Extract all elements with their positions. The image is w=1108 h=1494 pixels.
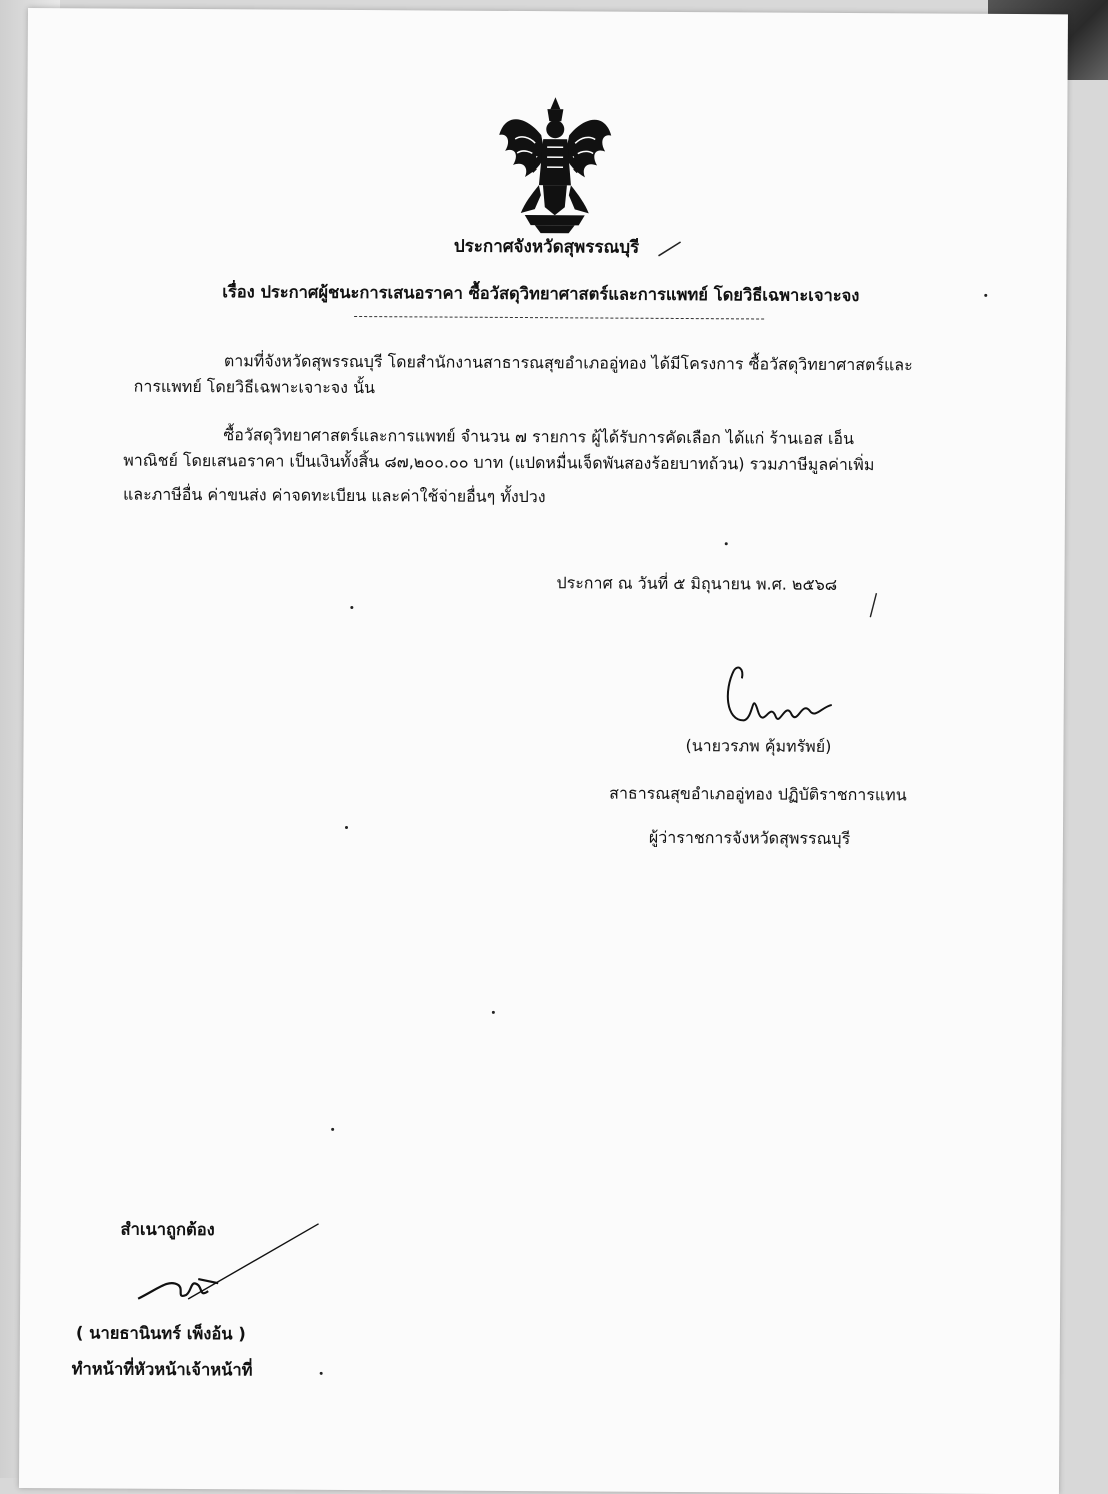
- certified-copy-name: ( นายธานินทร์ เพ็งอ้น ): [75, 1323, 246, 1344]
- speck: [320, 1372, 323, 1375]
- speck: [350, 606, 353, 609]
- signatory-name: (นายวรภพ คุ้มทรัพย์): [685, 736, 832, 756]
- paragraph-2-line-1: ซื้อวัสดุวิทยาศาสตร์และการแพทย์ จำนวน ๗ รายการ ผู้ได้รับการคัดเลือก ได้แก่ ร้านเอส เอ็น: [223, 425, 854, 449]
- paragraph-1-line-2: การแพทย์ โดยวิธีเฉพาะเจาะจง นั้น: [133, 376, 376, 398]
- check-mark-icon: [656, 238, 682, 260]
- divider: [354, 316, 764, 320]
- paragraph-2-line-3: และภาษีอื่น ค่าขนส่ง ค่าจดทะเบียน และค่าใช้จ่ายอื่นๆ ทั้งปวง: [122, 484, 546, 507]
- check-mark-icon: [864, 591, 884, 621]
- speck: [984, 294, 987, 297]
- speck: [492, 1011, 495, 1014]
- paragraph-2-line-2: พาณิชย์ โดยเสนอราคา เป็นเงินทั้งสิ้น ๘๗,๒๐๐.๐๐ บาท (แปดหมื่นเจ็ดพันสองร้อยบาทถ้วน) รวมภาษีมูลค่าเพิ่ม: [123, 450, 875, 475]
- speck: [725, 542, 728, 545]
- signatory-position-line-1: สาธารณสุขอำเภออู่ทอง ปฏิบัติราชการแทน: [609, 783, 907, 805]
- certified-copy-position: ทำหน้าที่หัวหน้าเจ้าหน้าที่: [71, 1359, 253, 1380]
- paragraph-1-line-1: ตามที่จังหวัดสุพรรณบุรี โดยสำนักงานสาธารณสุขอำเภออู่ทอง ได้มีโครงการ ซื้อวัสดุวิทยาศาสตร์และ: [223, 351, 913, 375]
- certified-copy-label: สำเนาถูกต้อง: [120, 1219, 215, 1240]
- signature-scribble: [714, 660, 864, 741]
- document-subject: เรื่อง ประกาศผู้ชนะการเสนอราคา ซื้อวัสดุวิทยาศาสตร์และการแพทย์ โดยวิธีเฉพาะเจาะจง: [222, 282, 860, 306]
- garuda-emblem-icon: [495, 95, 616, 236]
- speck: [345, 826, 348, 829]
- signatory-position-line-2: ผู้ว่าราชการจังหวัดสุพรรณบุรี: [648, 827, 851, 849]
- document-page: [19, 8, 1068, 1494]
- announcement-date: ประกาศ ณ วันที่ ๕ มิถุนายน พ.ศ. ๒๕๖๘: [556, 573, 838, 594]
- document-title: ประกาศจังหวัดสุพรรณบุรี: [453, 236, 640, 258]
- speck: [331, 1128, 334, 1131]
- certified-signature-scribble: [128, 1219, 329, 1310]
